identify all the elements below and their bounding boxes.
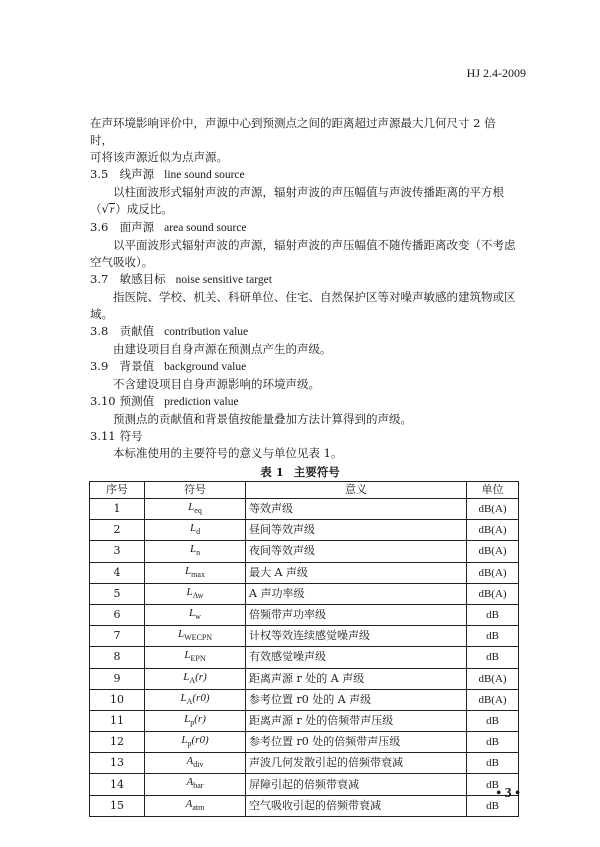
cell-symbol — [145, 541, 246, 562]
cell-symbol — [145, 499, 246, 520]
term-zh: 贡献值 — [119, 324, 155, 338]
cell-symbol — [145, 647, 246, 668]
term-3-5 — [90, 166, 518, 184]
term-en: background value — [164, 361, 247, 373]
term-3-10-definition: 预测点的贡献值和背景值按能量叠加方法计算得到的声级。 — [113, 412, 412, 426]
term-zh: 面声源 — [119, 220, 155, 234]
table-row — [90, 710, 519, 731]
symbol-main: A — [186, 755, 194, 768]
cell-no: 7 — [90, 626, 145, 647]
header-no: 序号 — [90, 482, 145, 499]
term-zh: 线声源 — [119, 167, 155, 181]
symbol-argument: (r0) — [191, 734, 209, 747]
term-zh: 背景值 — [119, 359, 155, 373]
cell-meaning: 空气吸收引起的倍频带衰减 — [246, 795, 467, 816]
cell-no: 10 — [90, 689, 145, 710]
symbol-subscript: EPN — [190, 654, 206, 664]
cell-unit: dB(A) — [467, 562, 519, 583]
cell-symbol — [145, 774, 246, 795]
term-number: 3.6 — [90, 220, 109, 234]
symbol-subscript: Aw — [192, 590, 204, 600]
cell-unit: dB(A) — [467, 499, 519, 520]
table-caption-number: 表 1 — [260, 465, 284, 479]
term-zh: 符号 — [119, 429, 143, 443]
symbol-argument: (r0) — [192, 691, 210, 704]
cell-symbol — [145, 710, 246, 731]
symbol-subscript: w — [195, 612, 201, 622]
symbol-main: L — [181, 734, 188, 747]
cell-meaning: 等效声级 — [246, 499, 467, 520]
term-3-6 — [90, 219, 518, 237]
sqrt-r-formula — [102, 202, 116, 216]
paren-open: （ — [90, 202, 102, 216]
term-3-10 — [90, 393, 518, 411]
term-en: contribution value — [164, 326, 249, 338]
page-number: • 3 • — [496, 786, 520, 801]
symbol-subscript: A — [189, 675, 196, 685]
table-caption-title: 主要符号 — [293, 465, 340, 479]
cell-symbol — [145, 689, 246, 710]
cell-meaning: 夜间等效声级 — [246, 541, 467, 562]
cell-symbol — [145, 732, 246, 753]
cell-meaning: 倍频带声功率级 — [246, 604, 467, 625]
table-row — [90, 732, 519, 753]
symbols-table — [89, 481, 519, 817]
table-caption — [0, 464, 600, 480]
cell-symbol — [145, 562, 246, 583]
cell-no: 6 — [90, 604, 145, 625]
cell-meaning: 参考位置 r0 处的 A 声级 — [246, 689, 467, 710]
table-row — [90, 753, 519, 774]
cell-symbol — [145, 668, 246, 689]
cell-meaning: 计权等效连续感觉噪声级 — [246, 626, 467, 647]
table-row — [90, 541, 519, 562]
table-header-row — [90, 482, 519, 499]
sqrt-variable: r — [109, 204, 115, 216]
term-en: line sound source — [164, 169, 245, 181]
header-unit: 单位 — [467, 482, 519, 499]
definition-text: 以柱面波形式辐射声波的声源，辐射声波的声压幅值与声波传播距离的平方根 — [113, 185, 504, 199]
cell-meaning: 昼间等效声级 — [246, 520, 467, 541]
symbol-main: L — [185, 564, 192, 577]
symbol-argument: (r) — [194, 712, 206, 725]
intro-line-1: 在声环境影响评价中，声源中心到预测点之间的距离超过声源最大几何尺寸 2 倍时， — [90, 116, 496, 147]
cell-no: 11 — [90, 710, 145, 731]
symbol-main: L — [183, 670, 190, 683]
cell-no: 4 — [90, 562, 145, 583]
cell-meaning: 距离声源 r 处的倍频带声压级 — [246, 710, 467, 731]
cell-no: 9 — [90, 668, 145, 689]
symbol-subscript: eq — [194, 506, 202, 516]
term-3-7 — [90, 271, 518, 289]
cell-meaning: 声波几何发散引起的倍频带衰减 — [246, 753, 467, 774]
cell-symbol — [145, 795, 246, 816]
cell-no: 13 — [90, 753, 145, 774]
symbol-main: L — [189, 543, 197, 556]
symbol-main: L — [189, 522, 197, 535]
term-number: 3.9 — [90, 359, 109, 373]
term-number: 3.7 — [90, 272, 109, 286]
cell-no: 15 — [90, 795, 145, 816]
term-3-9 — [90, 358, 518, 376]
cell-unit: dB(A) — [467, 520, 519, 541]
table-body — [90, 499, 519, 817]
header-meaning: 意义 — [246, 482, 467, 499]
cell-unit: dB — [467, 710, 519, 731]
cell-no: 5 — [90, 583, 145, 604]
term-3-11 — [90, 428, 518, 445]
term-zh: 敏感目标 — [119, 272, 166, 286]
cell-meaning: 参考位置 r0 处的倍频带声压级 — [246, 732, 467, 753]
symbol-main: L — [180, 691, 187, 704]
symbol-argument: (r) — [195, 670, 207, 683]
symbol-subscript: WECPN — [184, 633, 213, 643]
symbol-main: A — [185, 797, 193, 810]
term-3-8 — [90, 323, 518, 341]
term-3-5-definition — [90, 184, 518, 201]
definition-text-close: ）成反比。 — [115, 202, 173, 216]
cell-unit: dB — [467, 732, 519, 753]
intro-line-2: 可将该声源近似为点声源。 — [90, 150, 228, 164]
symbol-main: L — [189, 606, 196, 619]
term-3-6-definition: 以平面波形式辐射声波的声源，辐射声波的声压幅值不随传播距离改变（不考虑空气吸收）。 — [90, 238, 516, 269]
table-row — [90, 604, 519, 625]
term-3-7-definition: 指医院、学校、机关、科研单位、住宅、自然保护区等对噪声敏感的建筑物或区域。 — [90, 290, 516, 321]
cell-symbol — [145, 626, 246, 647]
cell-no: 3 — [90, 541, 145, 562]
cell-symbol — [145, 753, 246, 774]
cell-no: 8 — [90, 647, 145, 668]
table-row — [90, 647, 519, 668]
cell-unit: dB(A) — [467, 668, 519, 689]
term-number: 3.5 — [90, 167, 109, 181]
cell-unit: dB — [467, 795, 519, 816]
symbol-subscript: p — [187, 739, 192, 749]
term-3-5-definition-tail — [90, 201, 518, 219]
cell-symbol — [145, 583, 246, 604]
symbol-subscript: p — [190, 718, 195, 728]
symbol-subscript: max — [191, 569, 205, 579]
term-number: 3.8 — [90, 324, 109, 338]
table-row — [90, 626, 519, 647]
symbol-main: L — [184, 649, 191, 662]
table-row — [90, 668, 519, 689]
table-row — [90, 689, 519, 710]
term-3-11-definition: 本标准使用的主要符号的意义与单位见表 1。 — [113, 446, 343, 460]
cell-unit: dB(A) — [467, 583, 519, 604]
term-en: noise sensitive target — [175, 274, 272, 286]
cell-meaning: 有效感觉噪声级 — [246, 647, 467, 668]
header-symbol: 符号 — [145, 482, 246, 499]
cell-symbol — [145, 520, 246, 541]
body-text — [90, 115, 518, 462]
cell-no: 12 — [90, 732, 145, 753]
symbol-main: L — [188, 501, 195, 513]
cell-no: 2 — [90, 520, 145, 541]
cell-unit: dB — [467, 753, 519, 774]
term-en: area sound source — [164, 222, 247, 234]
symbol-subscript: div — [193, 760, 204, 770]
term-3-9-definition: 不含建设项目自身声源影响的环境声级。 — [113, 377, 320, 391]
table-row — [90, 774, 519, 795]
symbol-main: L — [186, 585, 193, 598]
cell-meaning: 屏障引起的倍频带衰减 — [246, 774, 467, 795]
symbol-subscript: d — [196, 527, 201, 537]
cell-unit: dB — [467, 774, 519, 795]
symbol-subscript: atm — [192, 802, 205, 812]
term-3-8-definition: 由建设项目自身声源在预测点产生的声级。 — [113, 342, 332, 356]
cell-no: 1 — [90, 499, 145, 520]
symbol-main: L — [184, 712, 191, 725]
cell-meaning: A 声功率级 — [246, 583, 467, 604]
symbol-subscript: bar — [193, 781, 204, 791]
table-row — [90, 520, 519, 541]
symbol-subscript: n — [196, 548, 201, 558]
table-row — [90, 795, 519, 816]
cell-meaning: 距离声源 r 处的 A 声级 — [246, 668, 467, 689]
table-row — [90, 499, 519, 520]
cell-unit: dB(A) — [467, 541, 519, 562]
cell-symbol — [145, 604, 246, 625]
symbol-subscript: A — [186, 696, 193, 706]
symbol-main: A — [186, 776, 194, 789]
cell-unit: dB — [467, 604, 519, 625]
term-number: 3.10 — [90, 394, 116, 408]
cell-no: 14 — [90, 774, 145, 795]
table-row — [90, 562, 519, 583]
symbol-main: L — [177, 628, 185, 641]
table-row — [90, 583, 519, 604]
cell-unit: dB — [467, 647, 519, 668]
cell-unit: dB — [467, 626, 519, 647]
term-zh: 预测值 — [119, 394, 155, 408]
term-number: 3.11 — [90, 429, 116, 443]
cell-meaning: 最大 A 声级 — [246, 562, 467, 583]
sqrt-symbol: √ — [101, 202, 109, 216]
cell-unit: dB(A) — [467, 689, 519, 710]
term-en: prediction value — [164, 396, 239, 408]
document-code: HJ 2.4-2009 — [466, 66, 526, 80]
